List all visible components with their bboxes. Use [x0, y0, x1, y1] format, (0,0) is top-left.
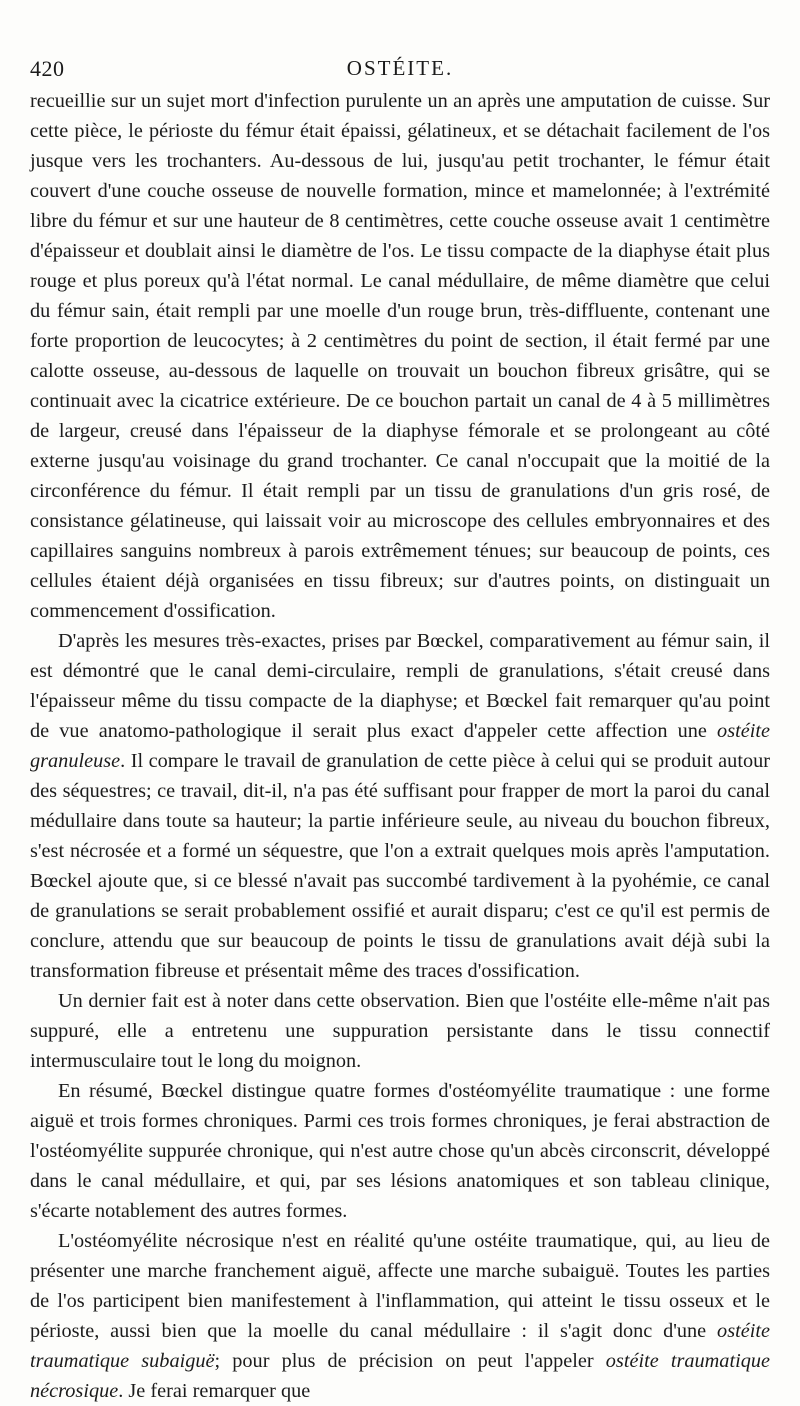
text-run: Un dernier fait est à noter dans cette observation. Bien que l'ostéite elle-même n'ait pas suppuré, elle a entretenu une suppuration persistante dans le tissu connectif intermusculaire tout le long du moignon. [30, 990, 770, 1072]
page-number: 420 [30, 56, 65, 81]
italic-term: ostéite traumatique subaiguë [30, 1320, 770, 1372]
text-run: L'ostéomyélite nécrosique n'est en réalité qu'une ostéite traumatique, qui, au lieu de présenter une marche franchement aiguë, affecte une marche subaiguë. Toutes les parties de l'os participent bien manifestement à l'inflammation, qui atteint le tissu osseux et le périoste, aussi bien que la moelle du canal médullaire : il s'agit donc d'une [30, 1230, 770, 1342]
text-run: En résumé, Bœckel distingue quatre formes d'ostéomyélite traumatique : une forme aiguë et trois formes chroniques. Parmi ces trois formes chroniques, je ferai abstraction de l'ostéomyélite suppurée chronique, qui n'est autre chose qu'un abcès circonscrit, développé dans le canal médullaire, et qui, par ses lésions anatomiques et son tableau clinique, s'écarte notablement des autres formes. [30, 1080, 770, 1222]
paragraph [30, 1076, 770, 1226]
text-run: . Je ferai remarquer que [118, 1380, 311, 1402]
text-run: ; pour plus de précision on peut l'appeler [214, 1350, 606, 1372]
paragraph [30, 86, 770, 626]
italic-term: ostéite granuleuse [30, 720, 770, 772]
text-run: . Il compare le travail de granulation de cette pièce à celui qui se produit autour des séquestres; ce travail, dit-il, n'a pas été suffisant pour frapper de mort la paroi du canal médullaire dans toute sa hauteur; la partie inférieure seule, au niveau du bouchon fibreux, s'est nécrosée et a formé un séquestre, que l'on a extrait quelques mois après l'amputation. Bœckel ajoute que, si ce blessé n'avait pas succombé tardivement à la pyohémie, ce canal de granulations se serait probablement ossifié et aurait disparu; c'est ce qu'il est permis de conclure, attendu que sur beaucoup de points le tissu de granulations avait déjà subi la transformation fibreuse et présentait même des traces d'ossification. [30, 750, 770, 982]
text-run: recueillie sur un sujet mort d'infection purulente un an après une amputation de cuisse. Sur cette pièce, le périoste du fémur était épaissi, gélatineux, et se détachait facilement de l'os jusque vers les trochanters. Au-dessous de lui, jusqu'au petit trochanter, le fémur était couvert d'une couche osseuse de nouvelle formation, mince et mamelonnée; à l'extrémité libre du fémur et sur une hauteur de 8 centimètres, cette couche osseuse avait 1 centimètre d'épaisseur et doublait ainsi le diamètre de l'os. Le tissu compacte de la diaphyse était plus rouge et plus poreux qu'à l'état normal. Le canal médullaire, de même diamètre que celui du fémur sain, était rempli par une moelle d'un rouge brun, très-diffluente, contenant une forte proportion de leucocytes; à 2 centimètres du point de section, il était fermé par une calotte osseuse, au-dessous de laquelle on trouvait un bouchon fibreux grisâtre, qui se continuait avec la cicatrice extérieure. De ce bouchon partait un canal de 4 à 5 millimètres de largeur, creusé dans l'épaisseur de la diaphyse fémorale et se prolongeant au côté externe jusqu'au voisinage du grand trochanter. Ce canal n'occupait que la moitié de la circonférence du fémur. Il était rempli par un tissu de granulations d'un gris rosé, de consistance gélatineuse, qui laissait voir au microscope des cellules embryonnaires et des capillaires sanguins nombreux à parois extrêmement ténues; sur beaucoup de points, ces cellules étaient déjà organisées en tissu fibreux; sur d'autres points, on distinguait un commencement d'ossification. [30, 90, 770, 622]
running-head: OSTÉITE. [346, 56, 454, 80]
paragraph [30, 1226, 770, 1406]
paragraph [30, 986, 770, 1076]
paragraph [30, 626, 770, 986]
body-text [30, 86, 770, 1406]
page-header [30, 52, 770, 88]
italic-term: ostéite traumatique nécrosique [30, 1350, 770, 1402]
text-run: D'après les mesures très-exactes, prises par Bœckel, comparativement au fémur sain, il est démontré que le canal demi-circulaire, rempli de granulations, s'était creusé dans l'épaisseur même du tissu compacte de la diaphyse; et Bœckel fait remarquer qu'au point de vue anatomo-pathologique il serait plus exact d'appeler cette affection une [30, 630, 770, 742]
